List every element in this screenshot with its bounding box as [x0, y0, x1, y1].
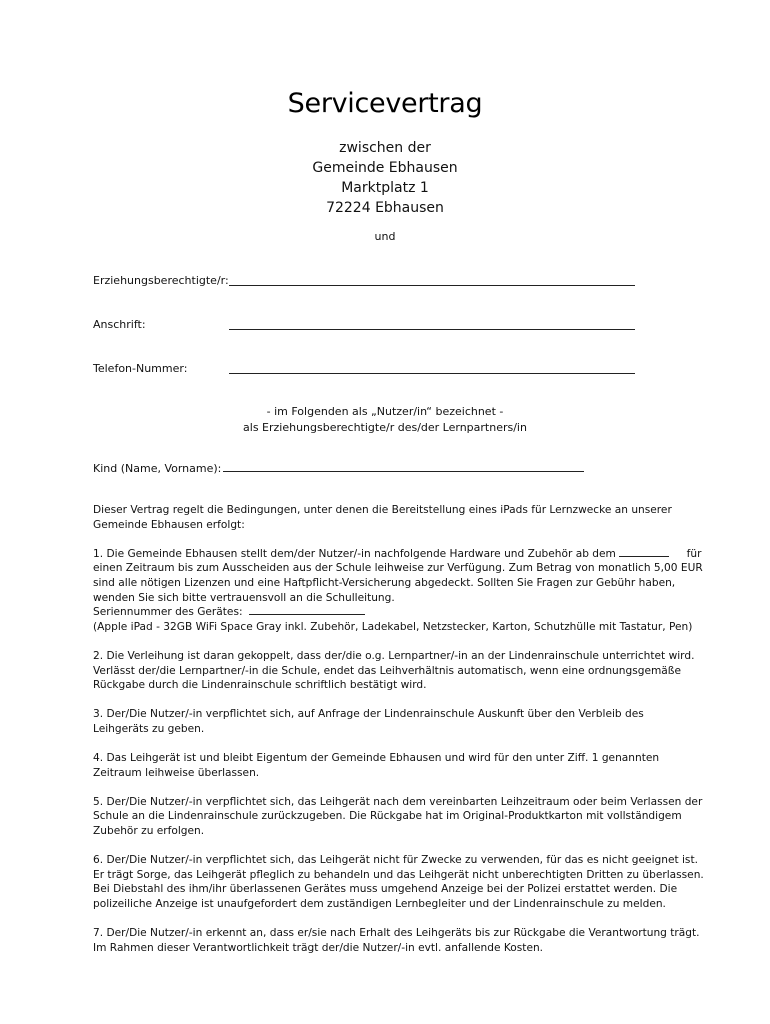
clause-1	[93, 547, 703, 635]
text-line: Gemeinde Ebhausen erfolgt:	[93, 518, 245, 531]
text-line	[93, 547, 702, 562]
role-note-line-1: - im Folgenden als „Nutzer/in“ bezeichnet -	[266, 405, 504, 418]
clause-5	[93, 795, 703, 839]
and-separator: und	[374, 230, 396, 243]
guardian-label: Erziehungsberechtigte/r:	[93, 274, 229, 287]
device-description: (Apple iPad - 32GB WiFi Space Gray inkl. Zubehör, Ladekabel, Netzstecker, Karton, Schutzhülle mit Tastatur, Pen)	[93, 620, 693, 633]
phone-input-line[interactable]	[229, 373, 635, 374]
clause-1-for: für	[686, 547, 702, 560]
party-name: Gemeinde Ebhausen	[312, 160, 458, 176]
text-line: 3. Der/Die Nutzer/-in verpflichtet sich, auf Anfrage der Lindenrainschule Auskunft über den Verbleib des	[93, 708, 644, 721]
text-line: Leihgeräts zu geben.	[93, 722, 205, 735]
clause-4	[93, 751, 683, 780]
address-label: Anschrift:	[93, 318, 146, 331]
text-line: Bei Diebstahl des ihm/ihr überlassenen Gerätes muss umgehend Anzeige bei der Polizei erstattet werden. Die	[93, 883, 678, 896]
document-title: Servicevertrag	[287, 88, 483, 119]
party-street: Marktplatz 1	[341, 180, 429, 196]
contract-body	[93, 503, 704, 970]
clause-6	[93, 853, 704, 911]
text-line: Schule an die Lindenrainschule zurückzugeben. Die Rückgabe hat im Original-Produktkarton mit vollständigem	[93, 810, 682, 823]
text-line: 7. Der/Die Nutzer/-in erkennt an, dass er/sie nach Erhalt des Leihgeräts bis zur Rückgabe die Verantwortung trägt.	[93, 927, 700, 940]
serial-number-input-line[interactable]	[249, 614, 365, 615]
text-line: 5. Der/Die Nutzer/-in verpflichtet sich, das Leihgerät nach dem vereinbarten Leihzeitraum oder beim Verlassen der	[93, 795, 703, 808]
phone-label: Telefon-Nummer:	[93, 362, 188, 375]
text-line: 6. Der/Die Nutzer/-in verpflichtet sich, das Leihgerät nicht für Zwecke zu verwenden, für das es nicht geeignet ist.	[93, 854, 698, 867]
party-city: 72224 Ebhausen	[326, 200, 444, 216]
text-line	[93, 605, 683, 620]
text-line: wenden Sie sich bitte vertrauensvoll an die Schulleitung.	[93, 591, 395, 604]
child-field	[93, 462, 584, 475]
role-note	[0, 404, 770, 436]
text-line: sind alle nötigen Lizenzen und eine Haftpflicht-Versicherung abgedeckt. Sollten Sie Fragen zur Gebühr haben,	[93, 576, 676, 589]
text-line: 2. Die Verleihung ist daran gekoppelt, dass der/die o.g. Lernpartner/-in an der Lindenrainschule unterrichtet wird.	[93, 649, 695, 662]
text-line: Im Rahmen dieser Verantwortlichkeit trägt der/die Nutzer/-in evtl. anfallende Kosten.	[93, 941, 544, 954]
text-line: Verlässt der/die Lernpartner/-in die Schule, endet das Leihverhältnis automatisch, wenn eine ordnungsgemäße	[93, 664, 681, 677]
text-line: polizeiliche Anzeige ist unaufgefordert dem zuständigen Lernbegleiter und der Lindenrainschule zu melden.	[93, 898, 666, 911]
clause-2	[93, 649, 695, 693]
clause-3	[93, 707, 683, 736]
text-line: 4. Das Leihgerät ist und bleibt Eigentum der Gemeinde Ebhausen und wird für den unter Ziff. 1 genannten	[93, 752, 660, 765]
guardian-input-line[interactable]	[229, 285, 635, 286]
text-line: einen Zeitraum bis zum Ausscheiden aus der Schule leihweise zur Verfügung. Zum Betrag von monatlich 5,00 EUR	[93, 562, 703, 575]
clause-1-start: 1. Die Gemeinde Ebhausen stellt dem/der Nutzer/-in nachfolgende Hardware und Zubehör ab dem	[93, 547, 616, 560]
role-note-line-2: als Erziehungsberechtigte/r des/der Lernpartners/in	[243, 421, 527, 434]
start-date-input-line[interactable]	[619, 556, 669, 557]
text-line: Dieser Vertrag regelt die Bedingungen, unter denen die Bereitstellung eines iPads für Lernzwecke an unserer	[93, 504, 672, 516]
child-input-line[interactable]	[223, 471, 584, 472]
serial-label: Seriennummer des Gerätes:	[93, 606, 243, 619]
contract-party-block	[0, 138, 770, 218]
child-label: Kind (Name, Vorname):	[93, 462, 222, 475]
intro-paragraph	[93, 503, 683, 532]
text-line: Er trägt Sorge, das Leihgerät pfleglich zu behandeln und das Leihgerät nicht unberechtigten Dritten zu überlassen.	[93, 868, 704, 881]
text-line: Rückgabe durch die Lindenrainschule schriftlich bestätigt wird.	[93, 679, 427, 692]
text-line: Zubehör zu erfolgen.	[93, 825, 205, 838]
address-input-line[interactable]	[229, 329, 635, 330]
clause-7	[93, 926, 700, 955]
text-line: Zeitraum leihweise überlassen.	[93, 766, 260, 779]
party-line: zwischen der	[339, 140, 431, 156]
